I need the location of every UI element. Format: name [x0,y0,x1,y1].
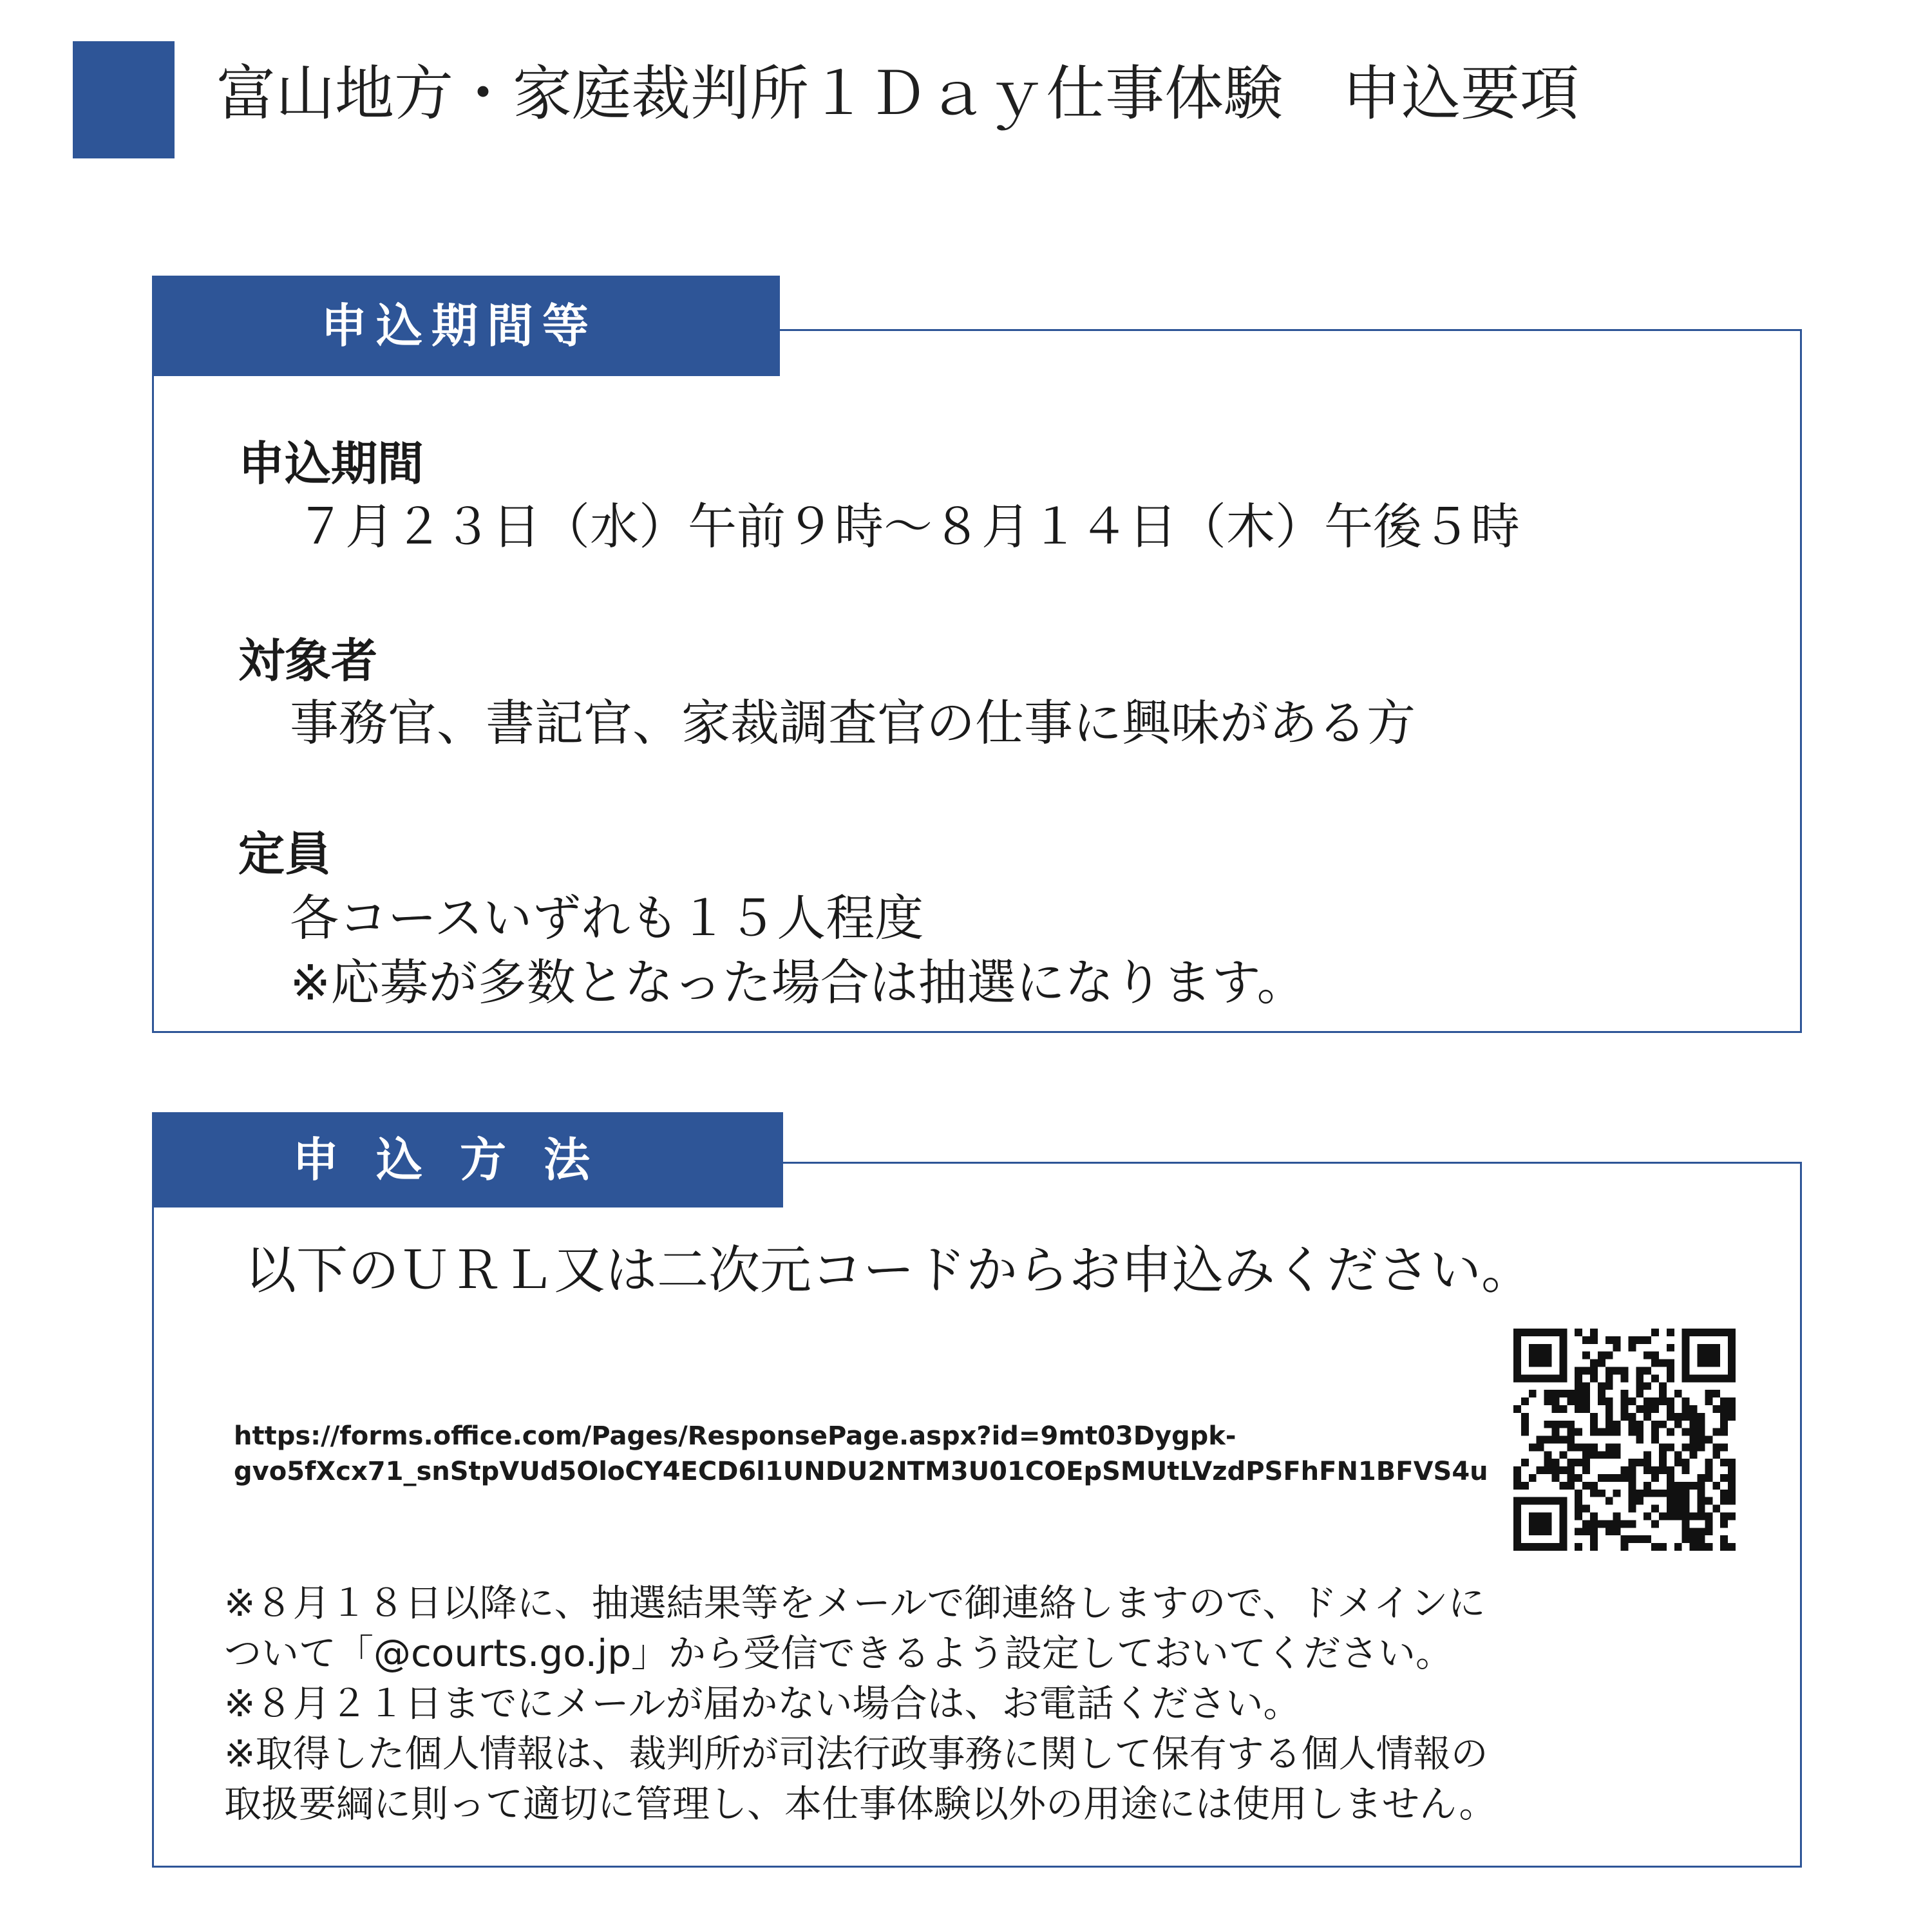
qr-code-icon[interactable] [1513,1329,1736,1551]
title-accent-square [73,41,175,158]
capacity-note: ※応募が多数となった場合は抽選になります。 [290,954,1306,1011]
section-tab-application-period: 申込期間等 [152,276,780,376]
target-text: 事務官、書記官、家裁調査官の仕事に興味がある方 [290,694,1416,752]
capacity-text: 各コースいずれも１５人程度 [290,889,924,947]
period-label: 申込期間 [238,437,424,491]
note-line-2: ついて「@courts.go.jp」から受信できるよう設定しておいてください。 [224,1631,1454,1675]
application-url-line-1[interactable]: https://forms.office.com/Pages/ResponsePage.aspx?id=9mt03Dygpk- [234,1421,1236,1451]
intro-text: 以下のＵＲＬ又は二次元コードからお申込みください。 [245,1240,1533,1300]
target-label: 対象者 [238,634,378,688]
capacity-label: 定員 [238,827,332,881]
period-text: ７月２３日（水）午前９時～８月１４日（木）午後５時 [296,498,1520,555]
note-line-4: ※取得した個人情報は、裁判所が司法行政事務に関して保有する個人情報の [224,1732,1488,1776]
application-url-line-2[interactable]: gvo5fXcx71_snStpVUd5OloCY4ECD6l1UNDU2NTM3U01COEpSMUtLVzdPSFhFN1BFVS4u [234,1457,1488,1486]
note-line-5: 取扱要綱に則って適切に管理し、本仕事体験以外の用途には使用しません。 [224,1782,1497,1826]
page-title: 富山地方・家庭裁判所１Ｄａｙ仕事体験 申込要項 [216,59,1580,128]
note-line-1: ※８月１８日以降に、抽選結果等をメールで御連絡しますので、ドメインに [224,1581,1486,1625]
note-line-3: ※８月２１日までにメールが届かない場合は、お電話ください。 [224,1681,1301,1725]
section-tab-application-method: 申込方法 [152,1112,783,1208]
